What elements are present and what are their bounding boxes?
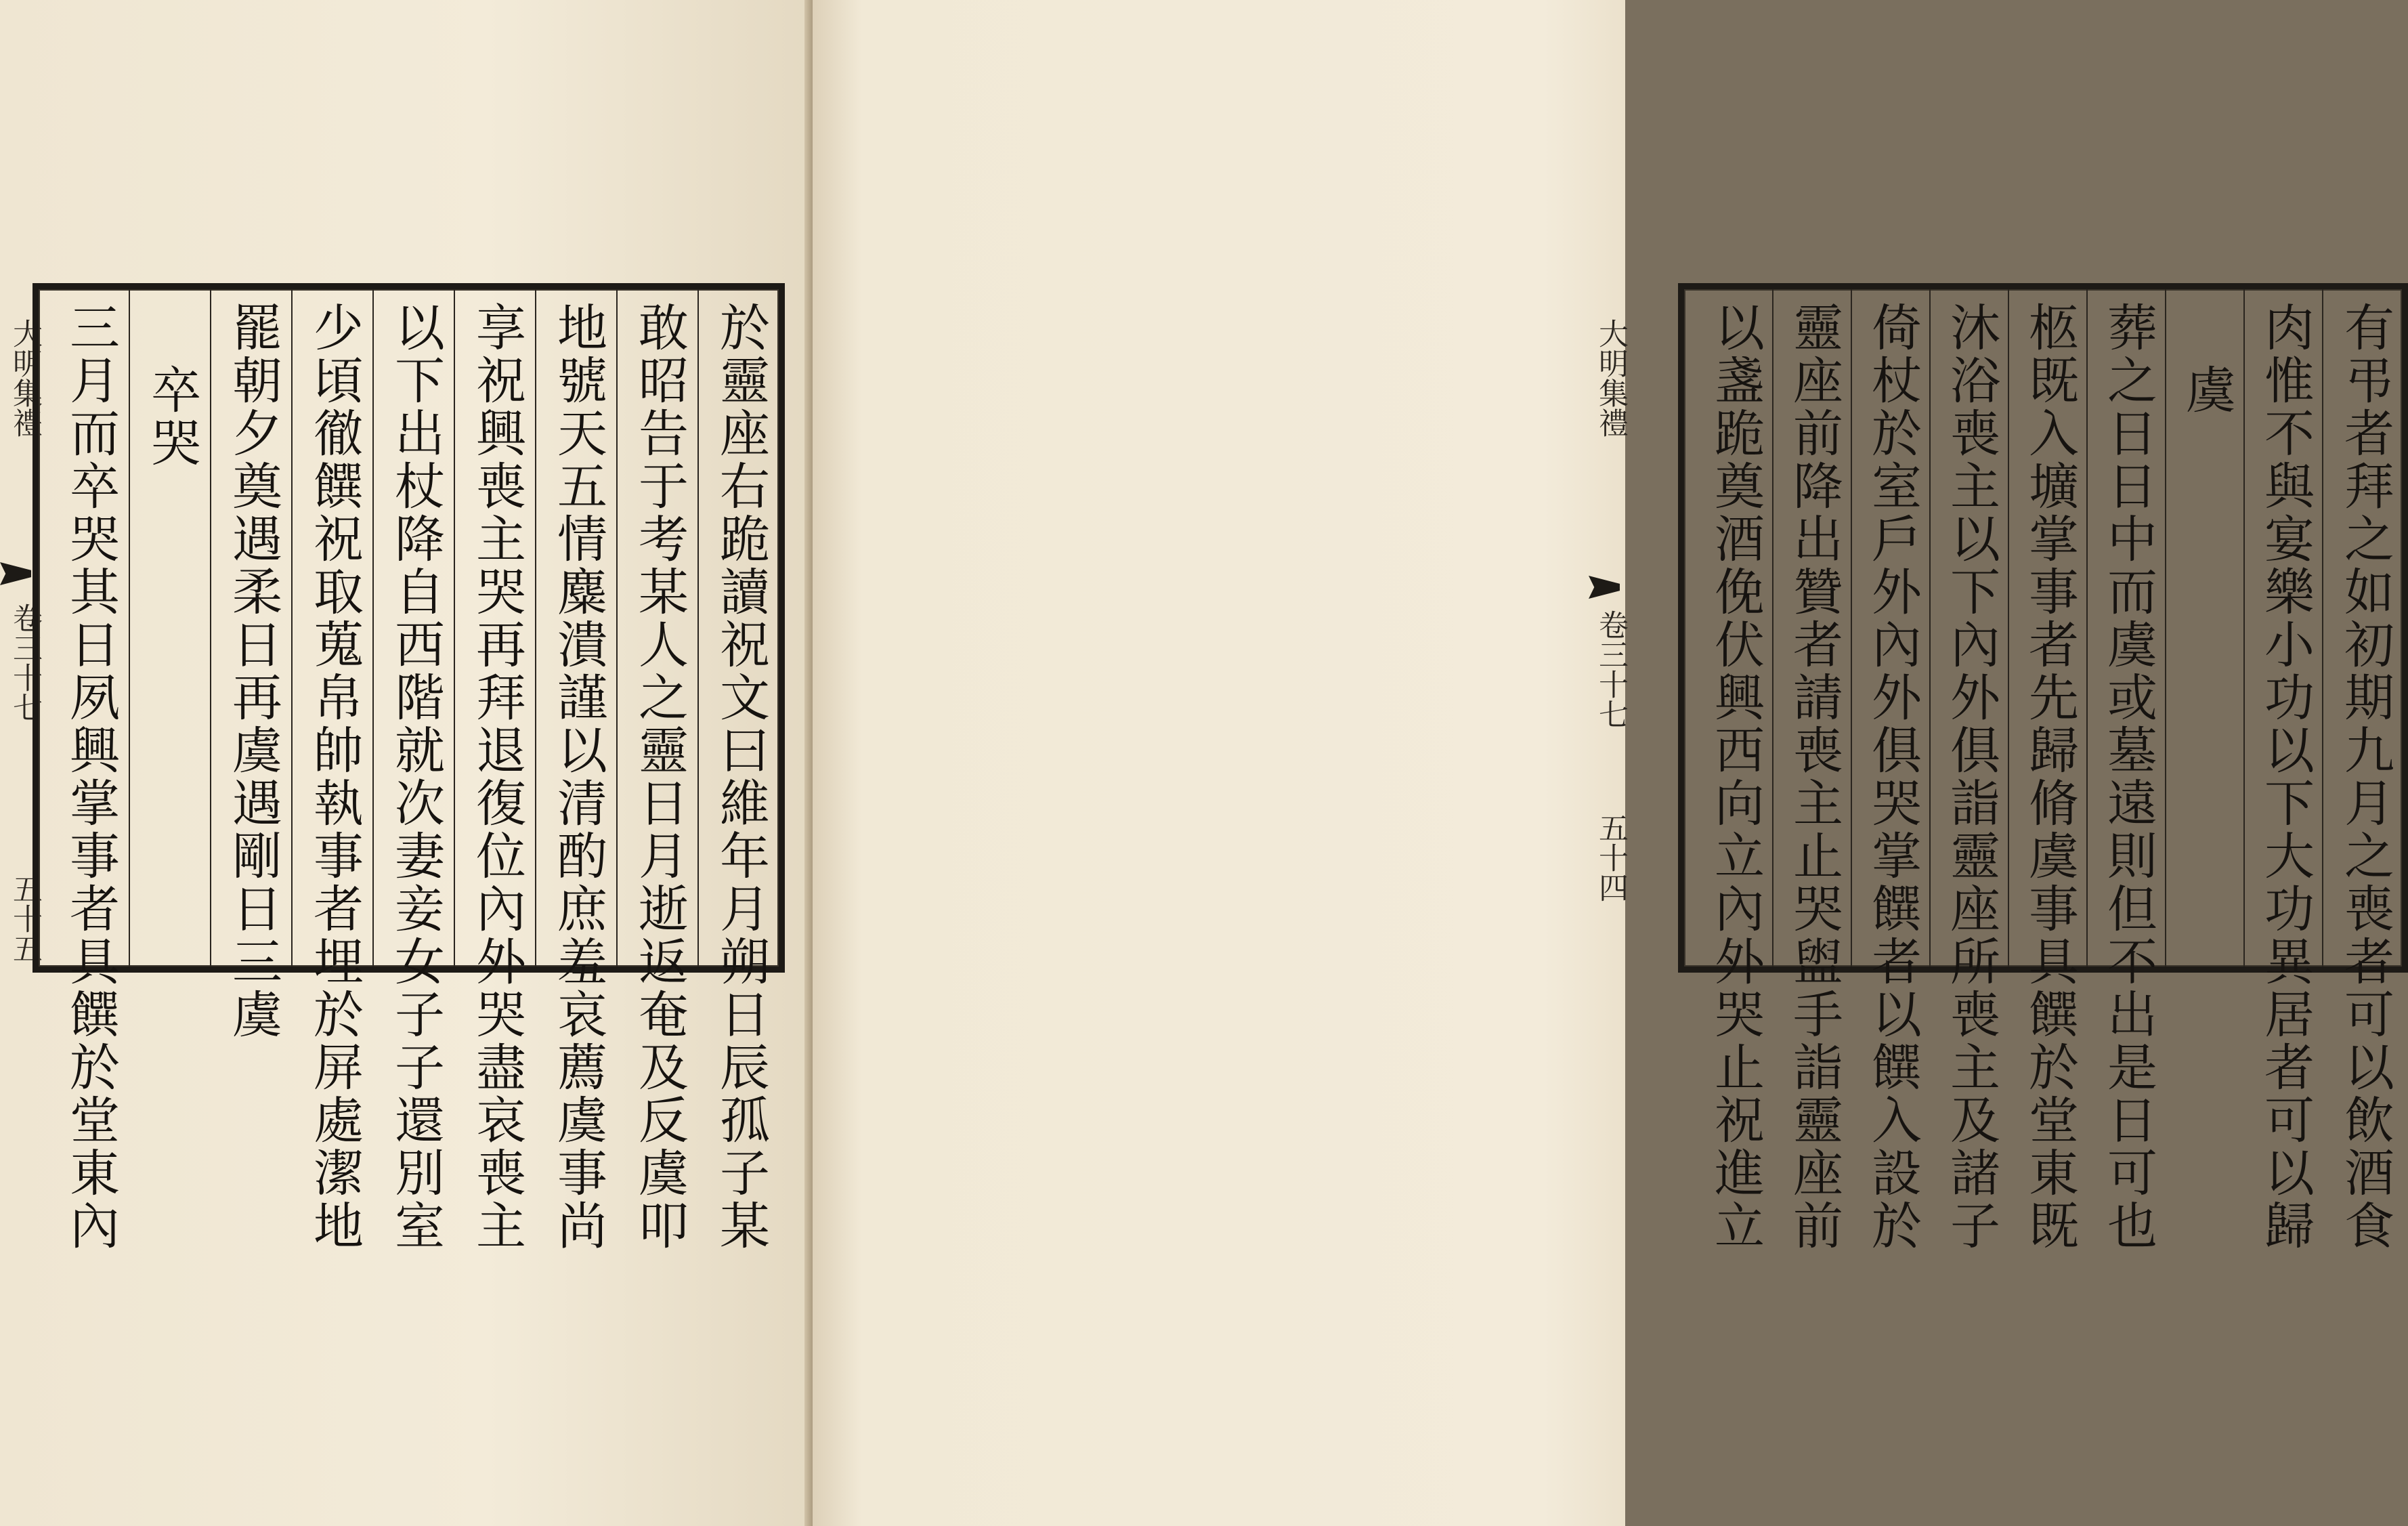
right-col-2: 肉惟不與宴樂小功以下大功異居者可以歸	[2256, 301, 2315, 1252]
right-col-1: 有弔者拜之如初期九月之喪者可以飲酒食	[2336, 301, 2394, 1252]
right-text-frame	[1678, 283, 2408, 1252]
right-col-5: 柩既入壙掌事者先歸脩虞事具饌於堂東既	[2021, 301, 2079, 1252]
left-col-2: 敢昭告于考某人之靈日月逝返奄及反虞叩	[630, 301, 689, 1252]
right-page	[813, 0, 2394, 1526]
right-margin-volume: 卷三十七	[1593, 610, 1628, 729]
left-col-4: 享祝興喪主哭再拜退復位內外哭盡哀喪主	[468, 301, 526, 1252]
right-margin-title: 大明集禮	[1593, 318, 1628, 438]
left-fish-tail-mark	[0, 562, 31, 585]
left-col-1: 於靈座右跪讀祝文曰維年月朔日辰孤子某	[712, 301, 770, 1252]
right-fish-tail-mark	[1589, 576, 1620, 599]
right-col-4: 葬之日日中而虞或墓遠則但不出是日可也	[2099, 301, 2157, 1252]
right-col-9: 以盞跪奠酒俛伏興西向立內外哭止祝進立	[1706, 301, 1765, 1252]
left-col-heading-zuku: 卒哭	[143, 364, 201, 469]
left-col-9: 三月而卒哭其日夙興掌事者具饌於堂東內	[62, 301, 120, 1252]
right-col-heading-yu: 虞	[2178, 364, 2236, 417]
left-margin-title: 大明集禮	[7, 318, 42, 438]
left-page	[0, 0, 813, 1526]
right-col-7: 倚杖於室戶外內外俱哭掌饌者以饌入設於	[1864, 301, 1922, 1252]
left-margin-page-number: 五十五	[7, 874, 42, 963]
right-col-6: 沐浴喪主以下內外俱詣靈座所喪主及諸子	[1942, 301, 2000, 1252]
right-col-8: 靈座前降出贊者請喪主止哭盥手詣靈座前	[1785, 301, 1843, 1252]
left-col-5: 以下出杖降自西階就次妻妾女子子還別室	[387, 301, 445, 1252]
left-col-3: 地號天五情麋潰謹以清酌庶羞哀薦虞事尚	[549, 301, 607, 1252]
left-margin-volume: 卷三十七	[7, 603, 42, 722]
right-margin-page-number: 五十四	[1593, 813, 1628, 902]
left-col-6: 少頃徹饌祝取蒐帛帥執事者埋於屏處潔地	[305, 301, 364, 1252]
left-text-frame	[33, 283, 785, 1252]
left-col-7: 罷朝夕奠遇柔日再虞遇剛日三虞	[224, 301, 282, 1041]
